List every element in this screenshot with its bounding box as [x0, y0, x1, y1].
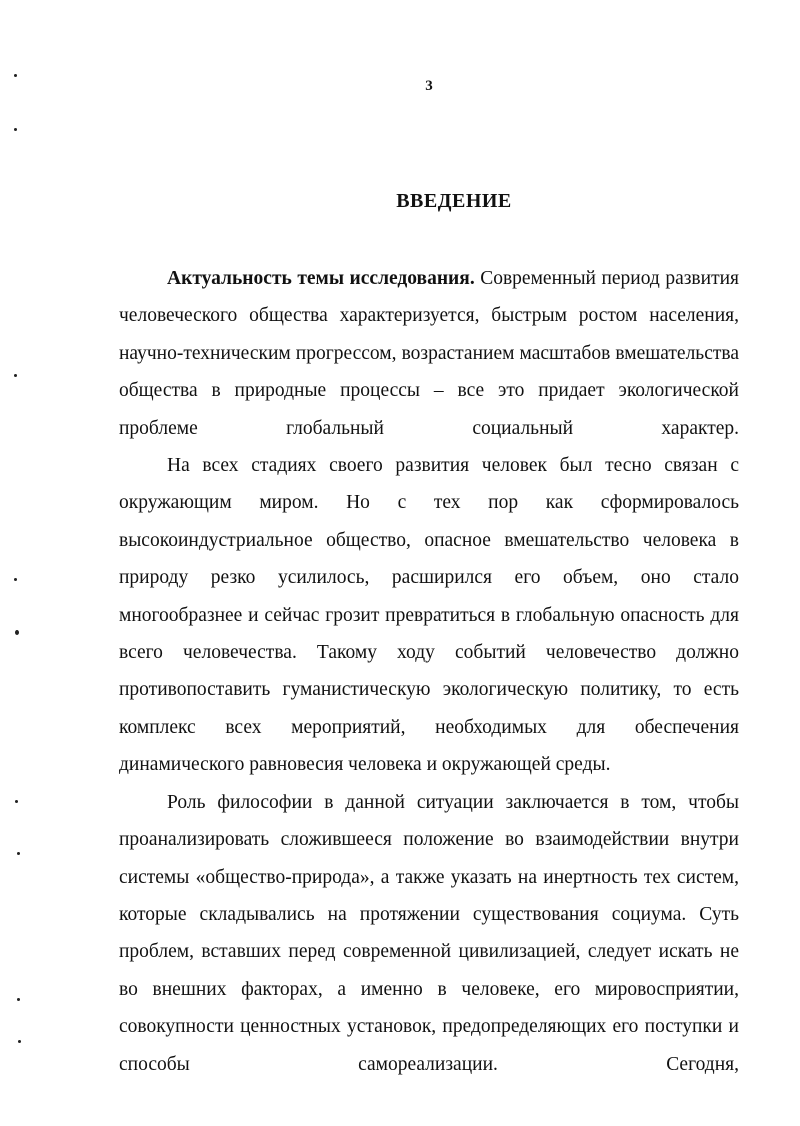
document-body: [119, 260, 739, 1083]
scan-mark: [14, 128, 17, 131]
paragraph-lead: Актуальность темы исследования.: [167, 268, 475, 289]
paragraph: [119, 784, 739, 1083]
scan-mark: [14, 578, 17, 581]
page-number: 3: [425, 78, 433, 94]
page-title: ВВЕДЕНИЕ: [396, 190, 512, 212]
paragraph: [119, 260, 739, 447]
scan-mark: [14, 374, 17, 377]
scan-mark: [15, 630, 19, 635]
paragraph-text: Роль философии в данной ситуации заключается в том, чтобы проанализировать сложившееся положение во взаимодействии внутри системы «общество-природа», а также указать на инертность тех систем, которые складывались на протяжении существования социума. Суть проблем, вставших перед современной цивилизацией, следует искать не во внешних факторах, а именно в человеке, его мировосприятии, совокупности ценностных установок, предопределяющих его поступки и способы самореализации. Сегодня,: [119, 791, 739, 1075]
scan-mark: [17, 852, 20, 855]
paragraph-text: Современный период развития человеческого общества характеризуется, быстрым ростом населения, научно-техническим прогрессом, возрастанием масштабов вмешательства общества в природные процессы – все это придает экологической проблеме глобальный социальный характер.: [119, 268, 740, 439]
scan-mark: [18, 1040, 21, 1043]
paragraph-text: На всех стадиях своего развития человек был тесно связан с окружающим миром. Но с тех пор как сформировалось высокоиндустриальное общество, опасное вмешательство человека в природу резко усилилось, расширился его объем, оно стало многообразнее и сейчас грозит превратиться в глобальную опасность для всего человечества. Такому ходу событий человечество должно противопоставить гуманистическую экологическую политику, то есть комплекс всех мероприятий, необходимых для обеспечения динамического равновесия человека и окружающей среды.: [119, 455, 739, 776]
scan-mark: [15, 800, 18, 803]
scan-mark: [14, 74, 17, 77]
paragraph: [119, 447, 739, 784]
scan-mark: [17, 998, 20, 1001]
